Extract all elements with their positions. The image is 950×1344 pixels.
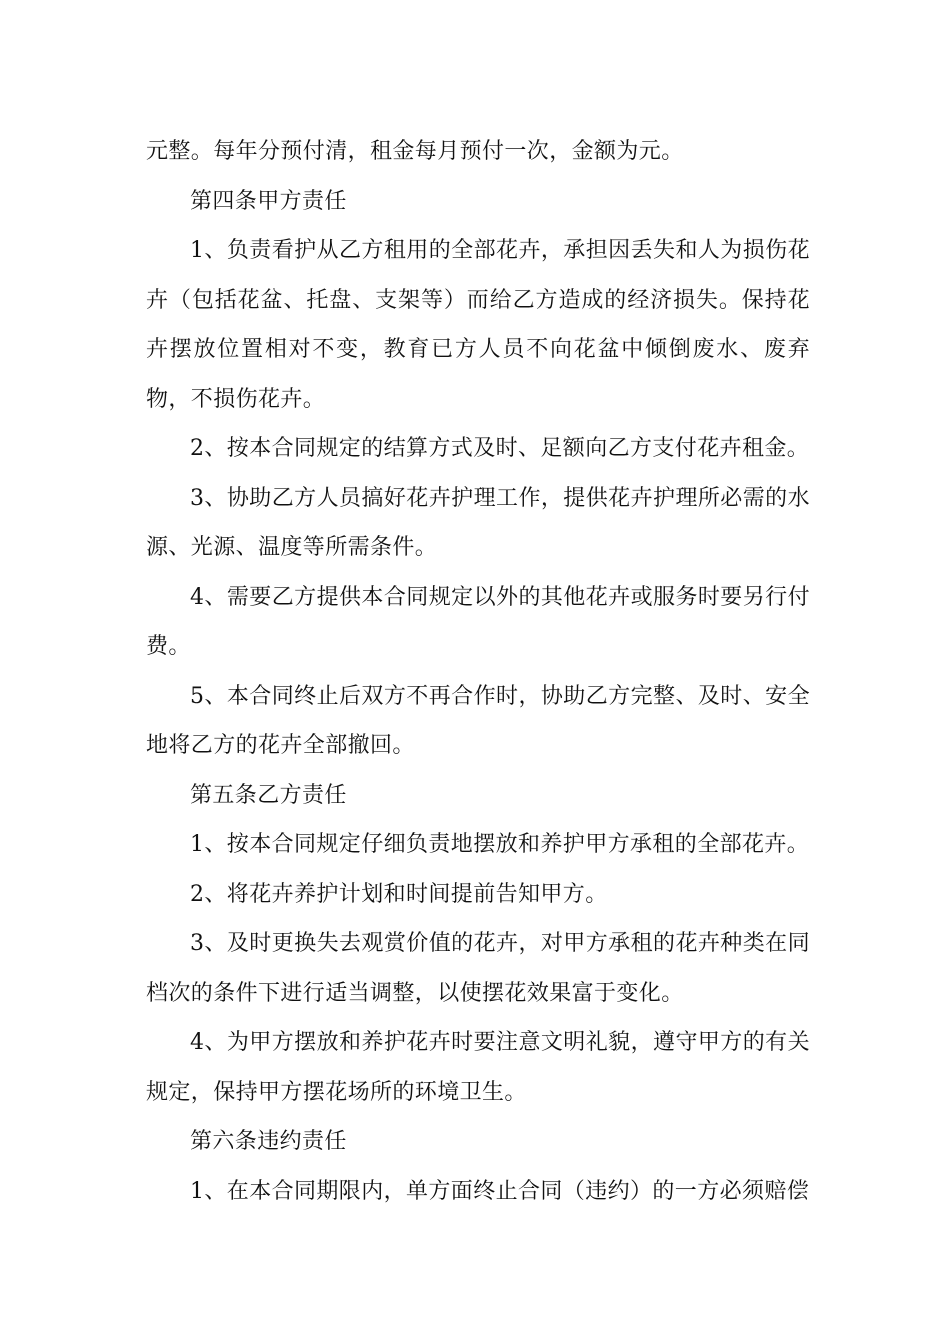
section-heading-article-5: 第五条乙方责任	[190, 782, 347, 808]
clause-5-4: 4、为甲方摆放和养护花卉时要注意文明礼貌，遵守甲方的有关规定，保持甲方摆花场所的环境卫生。	[146, 1030, 810, 1105]
section-heading-article-6: 第六条违约责任	[190, 1129, 347, 1154]
clause-4-4: 4、需要乙方提供本合同规定以外的其他花卉或服务时要另行付费。	[146, 584, 810, 659]
document-body	[146, 127, 810, 1216]
clause-4-3: 3、协助乙方人员搞好花卉护理工作，提供花卉护理所必需的水源、光源、温度等所需条件。	[146, 485, 810, 560]
clause-4-2: 2、按本合同规定的结算方式及时、足额向乙方支付花卉租金。	[190, 436, 810, 461]
clause-5-3: 3、及时更换失去观赏价值的花卉，对甲方承租的花卉种类在同档次的条件下进行适当调整，以使摆花效果富于变化。	[146, 931, 810, 1006]
clause-5-1: 1、按本合同规定仔细负责地摆放和养护甲方承租的全部花卉。	[190, 832, 810, 857]
clause-6-1: 1、在本合同期限内，单方面终止合同（违约）的一方必须赔偿	[190, 1178, 810, 1204]
section-heading-article-4: 第四条甲方责任	[190, 188, 347, 214]
paragraph-rent-payment: 元整。每年分预付清，租金每月预付一次，金额为元。	[146, 139, 684, 164]
clause-5-2: 2、将花卉养护计划和时间提前告知甲方。	[190, 881, 608, 907]
clause-4-1: 1、负责看护从乙方租用的全部花卉，承担因丢失和人为损伤花卉（包括花盆、托盘、支架等）而给乙方造成的经济损失。保持花卉摆放位置相对不变，教育已方人员不向花盆中倾倒废水、废弃物，不损伤花卉。	[146, 238, 810, 412]
clause-4-5: 5、本合同终止后双方不再合作时，协助乙方完整、及时、安全地将乙方的花卉全部撤回。	[146, 683, 810, 758]
